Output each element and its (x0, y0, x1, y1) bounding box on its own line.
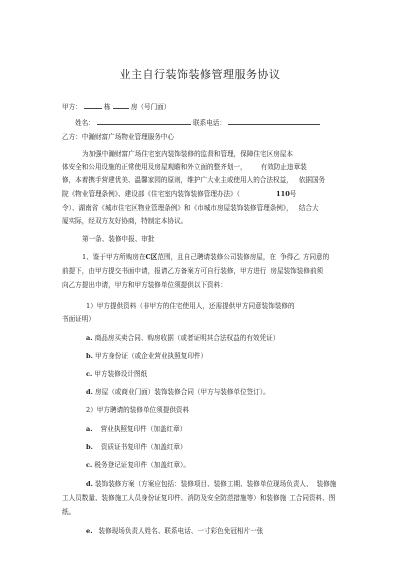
phone-blank (228, 117, 320, 125)
clause-1-item-2: 2）甲方聘请的装修单位须提供资料 (86, 406, 190, 414)
doc-b-row: b. 甲方身份证（或企业营业执照复印件） (86, 352, 208, 360)
clause-1-item-1: 1）甲方提供资料（非甲方的住宅使用人，还需提供甲方同意装饰装修的 (86, 302, 295, 310)
article-1-heading: 第一条、装修申报、审批 (82, 235, 155, 243)
clause-1-line-2: 前提下，由甲方提交书面申请，报请乙方备案方可自行装修，甲方进行 房屋装饰装修前须 (62, 267, 324, 275)
building-suffix: 栋 (104, 103, 111, 111)
room-suffix: 房（号门面） (130, 103, 171, 111)
clause-1-line-3: 向乙方提出申请，甲方和甲方装修单位须提供以下资料： (62, 281, 227, 289)
party-b-row: 乙方：中瀚财富广场物业管理服务中心 (62, 133, 175, 141)
intro-line-3: 修，本着携手营建优美、温馨家园的原则，维护广大业主或使用人的合法权益， 依据国务 (62, 176, 326, 184)
party-a-row (62, 101, 170, 112)
doc-d-line-3: 纸。 (62, 508, 76, 516)
doc-d-line-1: d. 装饰装修方案（方案应包括：装修项目、装修工期、装修单位现场负责人、 装修施 (86, 480, 337, 488)
intro-line-5: 令）、湖南省《城市住宅区物业管理条例》和《市城市房屋装饰装修管理条例》， 结合大 (62, 204, 319, 212)
intro-line-1: 为加强中瀚财富广场住宅室内装饰装修的监督和管理，保障住宅区房屋本 (82, 150, 293, 158)
clause-1-item-1-cont: 书面证明） (62, 315, 95, 323)
phone-label: 联系电话： (193, 119, 226, 127)
doc-c-row: c. 甲方装修设计图纸 (86, 370, 148, 378)
doc-b-a-row: a. 营业执照复印件（加盖红章） (86, 425, 187, 433)
name-label: 姓名： (75, 119, 95, 127)
intro-line-4: 院《物业管理条例》、建设部《住宅室内装饰装修管理办法》（ 110号 (62, 190, 297, 198)
intro-line-6: 厦实际，经双方友好协商，特制定本协议。 (62, 217, 188, 225)
clause-1-line-1: 1、鉴于甲方所购房在C区范围，且自己聘请装修公司装修房屋，在 争得乙 方同意的 (82, 253, 330, 261)
doc-d-row: d. 房屋（或商业门面）装饰装修合同（甲方与装修单位签订）。 (86, 388, 270, 396)
doc-e-row: e. 装修现场负责人姓名、联系电话、一寸彩色免冠相片一张 (86, 527, 264, 535)
room-blank (113, 101, 129, 109)
party-a-label: 甲方： (62, 103, 82, 111)
doc-b-c-row: c. 税务登记证复印件（加盖红章）。 (86, 461, 191, 469)
document-title: 业主自行装饰装修管理服务协议 (119, 68, 281, 81)
doc-b-b-row: b. 资质证书复印件（加盖红章） (86, 443, 187, 451)
building-blank (84, 101, 102, 109)
doc-a-row: a. 商品房买卖合同、购房收据（或者证明其合法权益的有效凭证） (86, 334, 280, 342)
intro-line-2: 体安全和公用设施的正常使用及房屋观瞻和外立面的整齐划一， 有效防止违章装 (62, 163, 307, 171)
name-phone-row (75, 117, 320, 128)
name-blank (97, 117, 191, 125)
doc-d-line-2: 工人员数量、装修施工人员身份证复印件、消防及安全防范措施等）和装修施 工合同资料、图 (62, 494, 336, 502)
